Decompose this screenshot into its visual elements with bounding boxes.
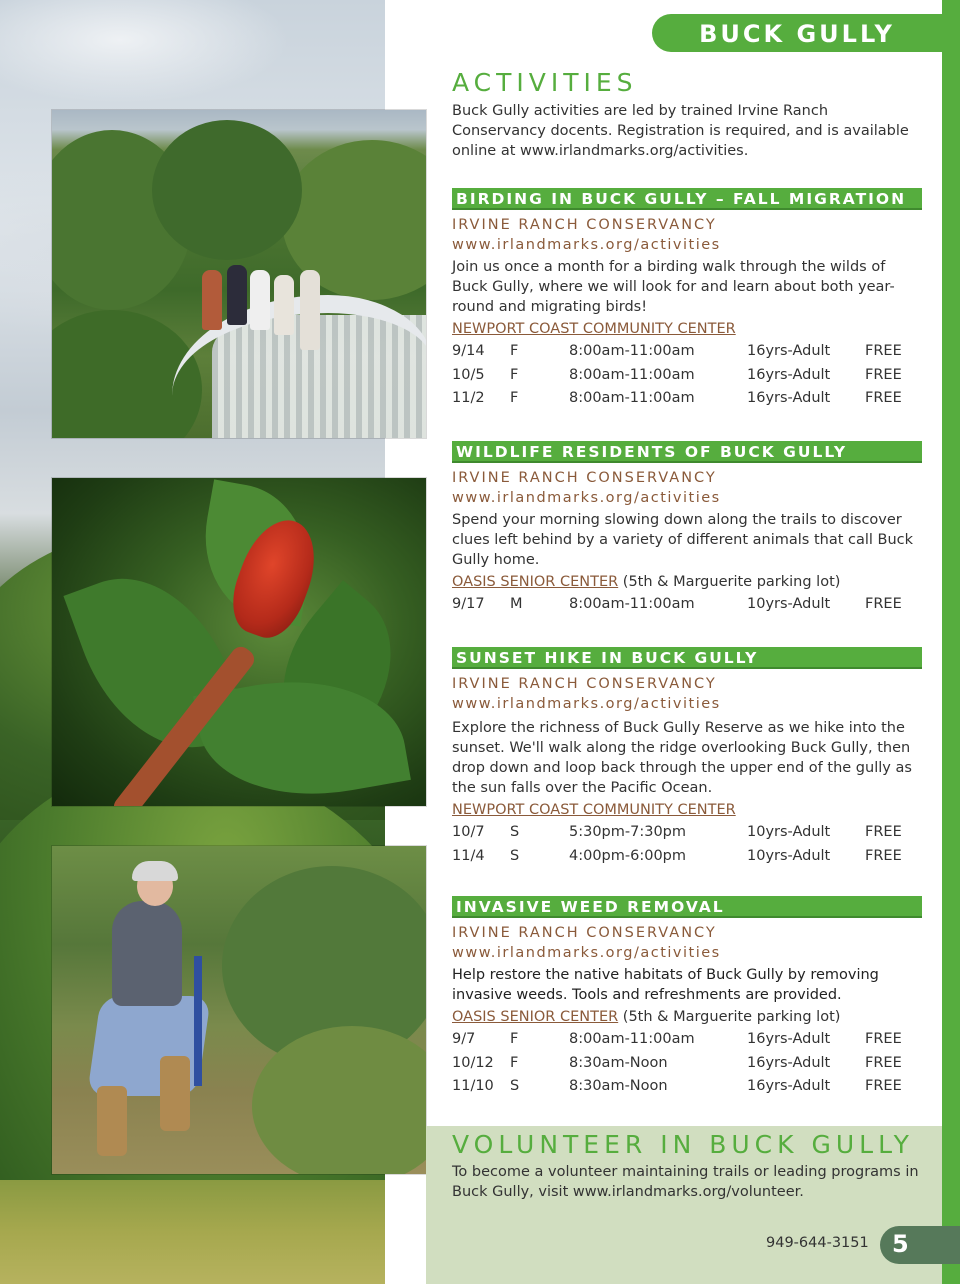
photo-red-leaf-bud (52, 478, 426, 806)
section-title: SUNSET HIKE IN BUCK GULLY (452, 647, 922, 669)
phone-number: 949-644-3151 (766, 1235, 869, 1251)
volunteer-text: To become a volunteer maintaining trails or leading programs in Buck Gully, visit www.irlandmarks.org/volunteer. (452, 1164, 919, 1200)
header-tab (652, 14, 942, 52)
section-title: INVASIVE WEED REMOVAL (452, 896, 922, 918)
section-title: WILDLIFE RESIDENTS OF BUCK GULLY (452, 441, 922, 463)
schedule-row: 9/7 F 8:00am-11:00am 16yrs-Adult FREE (452, 1031, 902, 1047)
activities-intro: Buck Gully activities are led by trained Irvine Ranch Conservancy docents. Registration is required, and is available online at www.irlandmarks.org/activities. (452, 103, 909, 159)
section-url-link[interactable]: www.irlandmarks.org/activities (452, 696, 721, 712)
section-description: Join us once a month for a birding walk through the wilds of Buck Gully, where we will look for and learn about both year-round and migrating birds! (452, 259, 895, 315)
schedule-table (452, 340, 922, 411)
photo-volunteer-weeding (52, 846, 426, 1174)
location-link[interactable]: NEWPORT COAST COMMUNITY CENTER (452, 321, 736, 337)
location-link[interactable]: OASIS SENIOR CENTER (452, 1009, 619, 1025)
activities-title: ACTIVITIES (452, 68, 638, 97)
schedule-row: 10/12 F 8:30am-Noon 16yrs-Adult FREE (452, 1054, 902, 1071)
location-extra: (5th & Marguerite parking lot) (618, 574, 841, 590)
header-title: BUCK GULLY (699, 20, 895, 48)
activity-section-weed-removal (452, 896, 922, 1099)
section-description: Help restore the native habitats of Buck Gully by removing invasive weeds. Tools and refreshments are provided. (452, 967, 879, 1003)
schedule-table (452, 821, 922, 868)
schedule-row: 11/2 F 8:00am-11:00am 16yrs-Adult FREE (452, 390, 902, 406)
schedule-row: 11/4 S 4:00pm-6:00pm 10yrs-Adult FREE (452, 847, 902, 864)
section-org: IRVINE RANCH CONSERVANCY (452, 470, 717, 486)
schedule-table (452, 1028, 922, 1099)
page-number: 5 (892, 1230, 909, 1258)
section-location (452, 572, 922, 593)
section-description: Explore the richness of Buck Gully Reserve as we hike into the sunset. We'll walk along the ridge overlooking Buck Gully, then drop down and loop back through the upper end of the gully as the sun falls over the Pacific Ocean. (452, 720, 912, 796)
section-location (452, 800, 922, 821)
schedule-row: 10/5 F 8:00am-11:00am 16yrs-Adult FREE (452, 366, 902, 383)
schedule-row: 9/14 F 8:00am-11:00am 16yrs-Adult FREE (452, 343, 902, 359)
section-description: Spend your morning slowing down along the trails to discover clues left behind by a variety of different animals that call Buck Gully home. (452, 512, 914, 568)
volunteer-title: VOLUNTEER IN BUCK GULLY (452, 1130, 914, 1159)
schedule-table (452, 593, 922, 617)
section-org: IRVINE RANCH CONSERVANCY (452, 217, 717, 233)
activity-section-sunset-hike (452, 647, 922, 868)
section-location (452, 319, 922, 340)
section-url-link[interactable]: www.irlandmarks.org/activities (452, 945, 721, 961)
schedule-row: 10/7 S 5:30pm-7:30pm 10yrs-Adult FREE (452, 824, 902, 840)
section-url-link[interactable]: www.irlandmarks.org/activities (452, 490, 721, 506)
page-number-tab (880, 1226, 960, 1264)
section-org: IRVINE RANCH CONSERVANCY (452, 676, 717, 692)
section-org: IRVINE RANCH CONSERVANCY (452, 925, 717, 941)
section-location (452, 1007, 922, 1028)
section-url-link[interactable]: www.irlandmarks.org/activities (452, 237, 721, 253)
activity-section-birding (452, 188, 922, 411)
photo-hikers-on-bridge (52, 110, 426, 438)
location-link[interactable]: OASIS SENIOR CENTER (452, 574, 619, 590)
location-link[interactable]: NEWPORT COAST COMMUNITY CENTER (452, 802, 736, 818)
location-extra: (5th & Marguerite parking lot) (618, 1009, 841, 1025)
right-accent-stripe (942, 0, 960, 1284)
section-title: BIRDING IN BUCK GULLY – FALL MIGRATION (452, 188, 922, 210)
schedule-row: 11/10 S 8:30am-Noon 16yrs-Adult FREE (452, 1078, 902, 1094)
schedule-row: 9/17 M 8:00am-11:00am 10yrs-Adult FREE (452, 596, 902, 612)
activity-section-wildlife (452, 441, 922, 617)
